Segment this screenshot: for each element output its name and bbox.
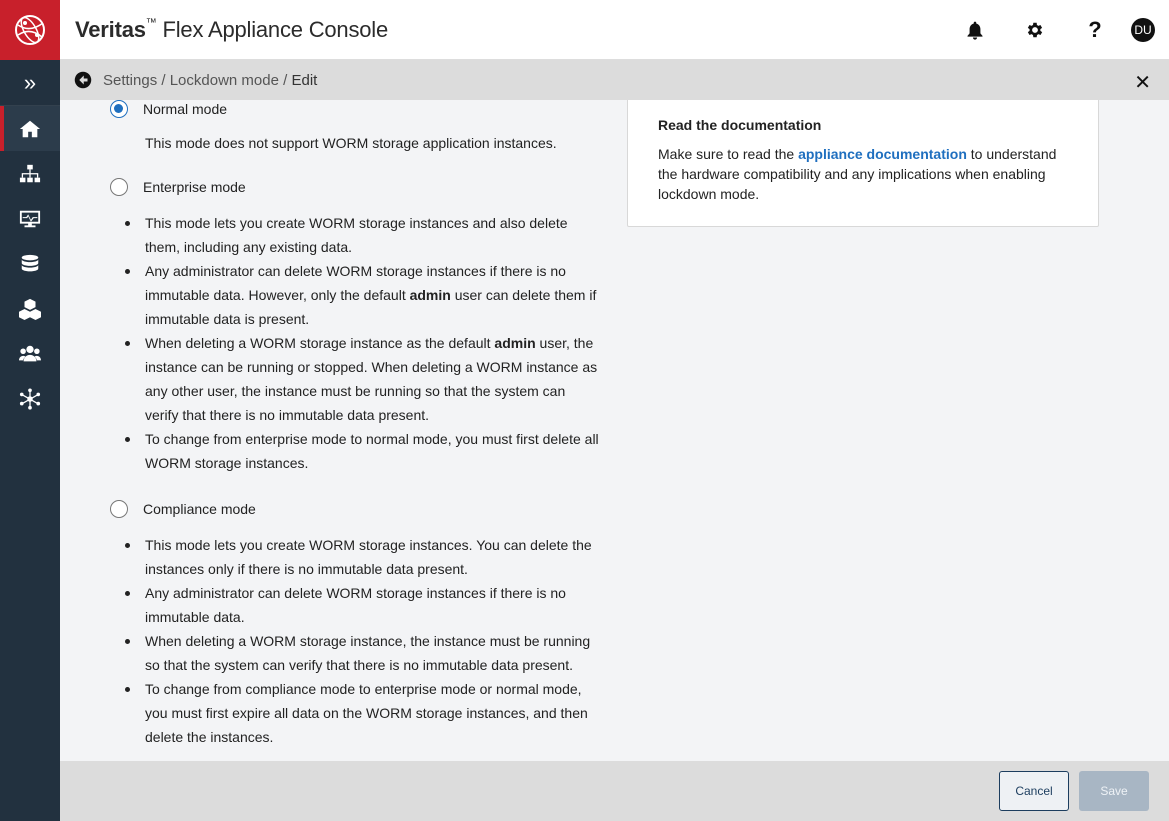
compliance-mode-radio[interactable] [110, 500, 128, 518]
compliance-mode-option[interactable] [110, 500, 256, 518]
avatar: DU [1131, 18, 1155, 42]
list-item: When deleting a WORM storage instance as the default admin user, the instance can be running or stopped. When deleting a WORM instance as any other user, the instance must be running so that the system can verify that there is no immutable data present. [145, 331, 600, 427]
veritas-logo[interactable] [0, 0, 60, 60]
compliance-mode-label: Compliance mode [143, 501, 256, 517]
enterprise-mode-details [145, 211, 600, 475]
breadcrumb-separator: / [278, 71, 292, 89]
brand-name: Veritas [75, 16, 146, 42]
app-title [75, 17, 388, 43]
normal-mode-option[interactable] [110, 100, 227, 118]
database-icon [19, 253, 41, 275]
cubes-icon [19, 298, 41, 320]
list-item: To change from compliance mode to enterprise mode or normal mode, you must first expire all data on the WORM storage instances, and then delete the instances. [145, 677, 600, 749]
back-arrow-icon[interactable] [74, 71, 92, 89]
question-mark-icon: ? [1088, 17, 1102, 42]
list-item: This mode lets you create WORM storage instances and also delete them, including any existing data. [145, 211, 600, 259]
breadcrumb-separator: / [157, 71, 170, 89]
appliance-documentation-link[interactable]: appliance documentation [798, 146, 967, 162]
app-header [60, 0, 1169, 60]
cancel-button[interactable]: Cancel [999, 771, 1069, 811]
enterprise-mode-label: Enterprise mode [143, 179, 246, 195]
nav-monitor[interactable] [0, 196, 60, 241]
nav-home[interactable] [0, 106, 60, 151]
list-item: Any administrator can delete WORM storage instances if there is no immutable data. However, only the default admin user can delete them if immutable data is present. [145, 259, 600, 331]
documentation-title: Read the documentation [658, 117, 822, 133]
save-button[interactable]: Save [1079, 771, 1149, 811]
help-button[interactable] [1065, 0, 1125, 60]
list-item: When deleting a WORM storage instance, the instance must be running so that the system can verify that there is no immutable data present. [145, 629, 600, 677]
user-menu-button[interactable] [1125, 0, 1169, 60]
notifications-button[interactable] [945, 0, 1005, 60]
main-content [60, 100, 1169, 761]
close-icon[interactable]: ✕ [1134, 72, 1151, 94]
sidebar [0, 0, 60, 821]
breadcrumb-current: Edit [291, 71, 318, 89]
double-chevron-right-icon: » [23, 69, 37, 95]
documentation-text: Make sure to read the appliance documentation to understand the hardware compatibility and any implications when enabling lockdown mode. [658, 146, 1057, 202]
settings-button[interactable] [1005, 0, 1065, 60]
enterprise-mode-radio[interactable] [110, 178, 128, 196]
breadcrumb-bar [60, 60, 1169, 100]
nav-applications[interactable] [0, 286, 60, 331]
bell-icon [965, 20, 985, 40]
normal-mode-label: Normal mode [143, 101, 228, 117]
gear-icon [1025, 20, 1045, 40]
breadcrumb [103, 72, 317, 89]
normal-mode-radio[interactable] [110, 100, 128, 118]
documentation-card [627, 100, 1099, 227]
globe-logo-icon [13, 13, 47, 47]
list-item: To change from enterprise mode to normal mode, you must first delete all WORM storage instances. [145, 427, 600, 475]
nav-storage[interactable] [0, 241, 60, 286]
nav-network[interactable] [0, 376, 60, 421]
breadcrumb-lockdown-mode[interactable]: Lockdown mode [169, 71, 279, 89]
product-name: Flex Appliance Console [156, 16, 389, 42]
hierarchy-icon [19, 163, 41, 185]
users-icon [19, 343, 41, 365]
list-item: This mode lets you create WORM storage instances. You can delete the instances only if there is no immutable data present. [145, 533, 600, 581]
expand-sidebar-button[interactable] [0, 60, 60, 106]
normal-mode-description: This mode does not support WORM storage application instances. [145, 135, 557, 151]
compliance-mode-details [145, 533, 600, 749]
nav-hierarchy[interactable] [0, 151, 60, 196]
monitor-icon [19, 208, 41, 230]
list-item: Any administrator can delete WORM storage instances if there is no immutable data. [145, 581, 600, 629]
network-icon [19, 388, 41, 410]
nav-users[interactable] [0, 331, 60, 376]
enterprise-mode-option[interactable] [110, 178, 246, 196]
home-icon [19, 118, 41, 140]
footer-bar [60, 761, 1169, 821]
breadcrumb-settings[interactable]: Settings [103, 71, 158, 89]
trademark: ™ [145, 17, 157, 30]
